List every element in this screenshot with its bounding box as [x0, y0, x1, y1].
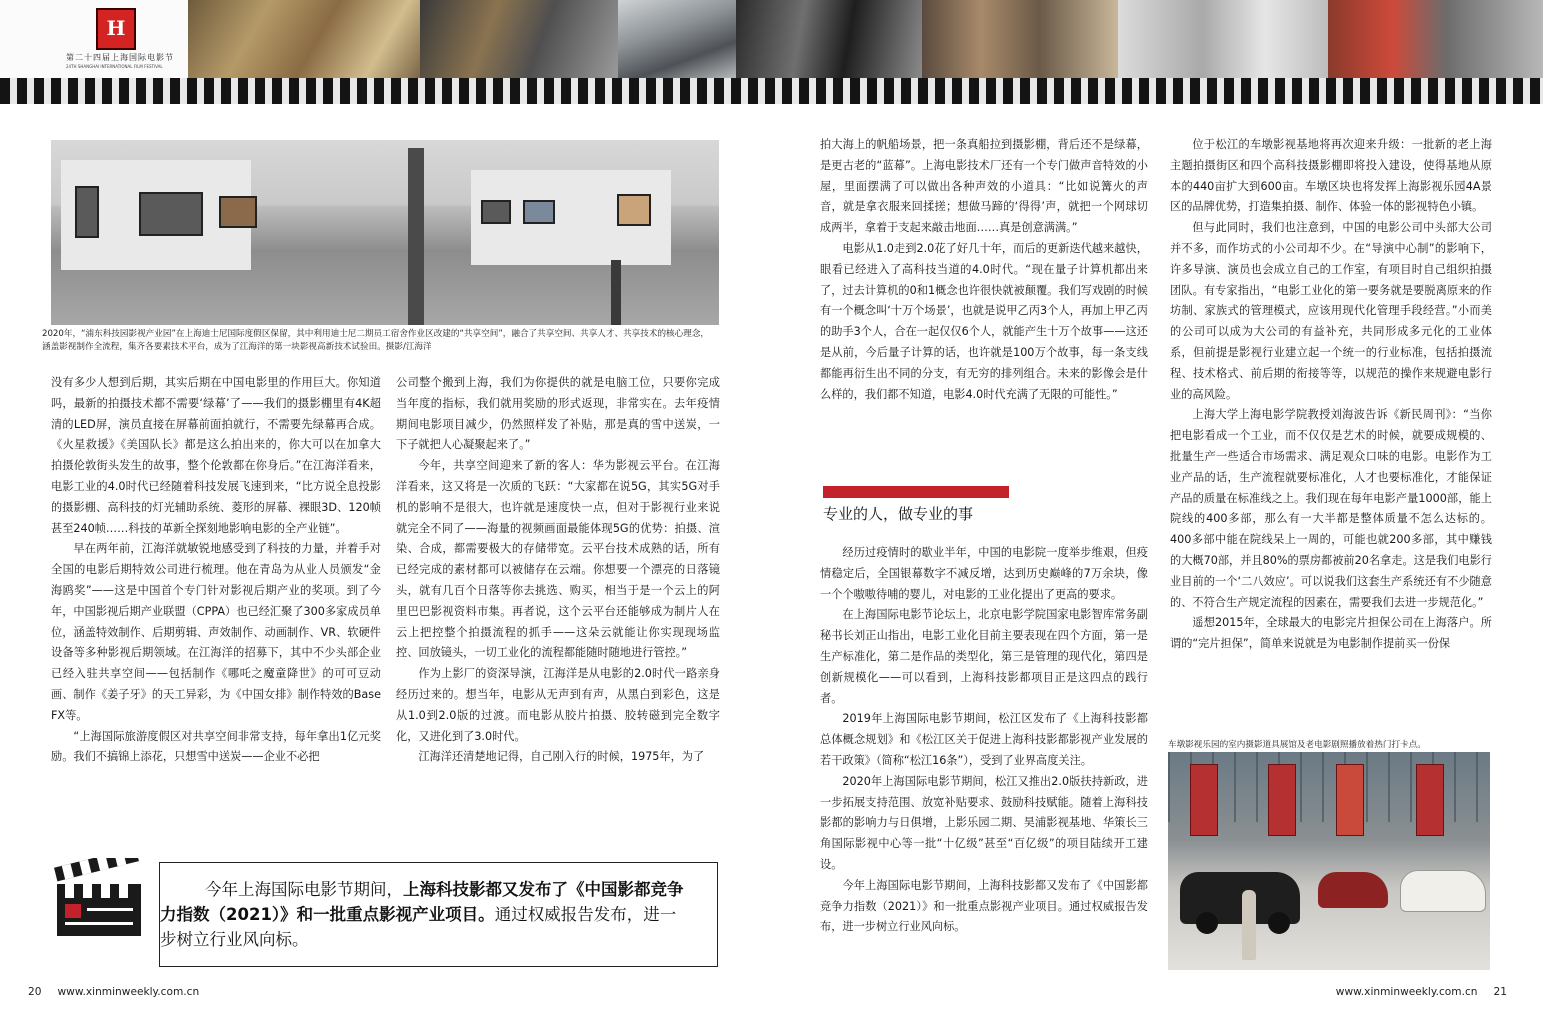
footer-left	[28, 986, 199, 999]
paragraph: 2020年上海国际电影节期间，松江又推出2.0版扶持新政，进一步拓展支持范围、放宽补贴要求、鼓励科技赋能。随着上海科技影都的影响力与日俱增，上影乐园二期、昊浦影视基地、华策长三角国际影视中心等一批“十亿级”甚至“百亿级”的项目陆续开工建设。	[820, 774, 1148, 871]
paragraph: 早在两年前，江海洋就敏锐地感受到了科技的力量，并着手对全国的电影后期特效公司进行梳理。他在青岛为从业人员颁发“金海鸥奖”——这是中国首个专门针对影视后期产业的奖项。到了今年，中国影视后期产业联盟（CPPA）也已经汇聚了300多家成员单位，涵盖特效制作、后期剪辑、声效制作、动画制作、VR、软硬件设备等多种影视后期领域。在江海洋的招募下，其中不少头部企业已经入驻共享空间——包括制作《哪吒之魔童降世》的可可豆动画、制作《姜子牙》的天工异彩，为《中国女排》制作特效的Base FX等。	[51, 542, 381, 722]
right-photo-caption: 车墩影视乐园的室内摄影道具展馆及老电影剧照播放着热门打卡点。	[1168, 740, 1426, 750]
visitor-figure	[1242, 890, 1256, 960]
text-column-3-section	[820, 543, 1148, 973]
exhibit-banner	[1336, 764, 1364, 836]
text-column-1	[51, 373, 381, 808]
pull-quote-tail: 通过权威报告发布，进一步树立行业风向标。	[160, 905, 677, 949]
festival-logo-frame	[0, 0, 188, 78]
film-frames	[0, 0, 1543, 78]
paragraph: 在上海国际电影节论坛上，北京电影学院国家电影智库常务副秘书长刘正山指出，电影工业化目前主要表现在四个方面，第一是生产标准化，第二是作品的类型化，第三是管理的现代化，第四是创新规模化——可以看到，上海科技影都项目正是这四点的践行者。	[820, 608, 1148, 705]
page-number-right: 21	[1493, 986, 1507, 998]
film-still-6	[1118, 0, 1328, 78]
paragraph: 今年上海国际电影节期间，上海科技影都又发布了《中国影都竞争力指数（2021）》和一批重点影视产业项目。通过权威报告发布，进一步树立行业风向标。	[820, 878, 1148, 934]
exhibit-banner	[1416, 764, 1444, 836]
paragraph: 遥想2015年，全球最大的电影完片担保公司在上海落户。所谓的“完片担保”，简单来说就是为电影制作提前买一份保	[1170, 616, 1492, 651]
film-still-3	[618, 0, 736, 78]
festival-name-cn: 第二十四届上海国际电影节	[66, 53, 174, 62]
framed-photo	[75, 186, 99, 238]
film-sprocket-holes	[0, 78, 1543, 104]
festival-logo-icon: H	[96, 8, 136, 50]
pull-quote-box	[159, 862, 718, 967]
car-wheel	[1268, 912, 1290, 934]
paragraph: 电影从1.0走到2.0花了好几十年，而后的更新迭代越来越快，眼看已经进入了高科技当道的4.0时代。“现在量子计算机都出来了，过去计算机的0和1概念也许很快就被颠覆。我们写戏剧的时候有一个概念叫‘十万个场景’，也就是说甲乙丙3个人，再加上甲乙丙的助手3个人，合在一起仅仅6个人，就能产生十万个故事——这还是从前，今后量子计算的话，也许就是100万个故事，每一条支线都能再衍生出不同的分支，有无穷的排列组合。未来的影像会是什么样的，我们都不知道，电影4.0时代充满了无限的可能性。”	[820, 241, 1148, 401]
exhibit-banner	[1190, 764, 1218, 836]
page-number-left: 20	[28, 986, 42, 998]
film-still-1	[188, 0, 420, 78]
section-accent-bar	[823, 486, 1009, 498]
pull-quote-emphasis: 上海科技影都又发布了《中国影都竞争力指数（2021）》和一批重点影视产业项目。	[160, 880, 684, 924]
text-column-2	[396, 373, 720, 808]
support-column	[408, 148, 424, 325]
vintage-car-exhibit-photo	[1168, 752, 1490, 970]
paragraph: 公司整个搬到上海，我们为你提供的就是电脑工位，只要你完成当年度的指标，我们就用奖励的形式返现，非常实在。去年疫情期间电影项目减少，仍然照样发了补贴，那是真的雪中送炭，一下子就把人心凝聚起来了。”	[396, 376, 720, 452]
framed-photo	[139, 192, 203, 236]
framed-photo	[617, 194, 651, 226]
exhibition-hall-photo	[51, 140, 719, 325]
paragraph: “上海国际旅游度假区对共享空间非常支持，每年拿出1亿元奖励。我们不搞锦上添花，只想雪中送炭——企业不必把	[51, 729, 381, 764]
paragraph: 拍大海上的帆船场景，把一条真船拉到摄影棚，背后还不是绿幕，是更古老的“蓝幕”。上海电影技术厂还有一个专门做声音特效的小屋，里面摆满了可以做出各种声效的小道具：“比如说篝火的声音，就是拿衣服来回揉搓；想做马蹄的‘得得’声，就把一个网球切成两半，拿着于支起来敲击地面……真是创意满满。”	[820, 138, 1148, 235]
film-still-2	[420, 0, 618, 78]
top-photo-caption: 2020年，“浦东科技园影视产业园”在上海迪士尼国际度假区保留，其中利用迪士尼二期员工宿舍作业区改建的“共享空间”，融合了共享空间、共享人才、共享技术的核心理念，涵盖影视制作全流程，集齐各要素技术平台，成为了江海洋的第一块影视高新技术试验田。摄影/江海洋	[42, 329, 710, 352]
vintage-car	[1400, 870, 1486, 912]
framed-photo	[219, 196, 257, 228]
text-column-3	[820, 135, 1148, 465]
film-still-5	[922, 0, 1118, 78]
section-heading: 专业的人，做专业的事	[823, 505, 974, 523]
site-url-link[interactable]: www.xinminweekly.com.cn	[57, 986, 200, 998]
paragraph: 没有多少人想到后期，其实后期在中国电影里的作用巨大。你知道吗，最新的拍摄技术都不需要‘绿幕’了——我们的摄影棚里有4K超清的LED屏，演员直接在屏幕前面拍就行，不需要先绿幕再合成。《火星救援》《美国队长》都是这么拍出来的，你大可以在加拿大拍摄伦敦街头发生的故事，整个伦敦都在你身后。”在江海洋看来，电影工业的4.0时代已经随着科技发展飞速到来，“比方说全息投影的摄影棚、高科技的灯光辅助系统、菱形的屏幕、裸眼3D、120帧甚至240帧……科技的革新全探刻地影响电影的全产业链”。	[51, 376, 381, 535]
film-still-7	[1328, 0, 1543, 78]
car-wheel	[1196, 912, 1218, 934]
festival-name-en: 24TH SHANGHAI INTERNATIONAL FILM FESTIVAL	[66, 64, 163, 69]
paragraph: 但与此同时，我们也注意到，中国的电影公司中头部大公司并不多，而作坊式的小公司却不少。在“导演中心制”的影响下，许多导演、演员也会成立自己的工作室，有项目时自己组织拍摄团队。有专家指出，“电影工业化的第一要务就是要脱离原来的作坊制、家族式的管理模式，应该用现代化管理手段经营。”小而美的公司可以成为大公司的有益补充，共同形成多元化的工业体系，但前提是影视行业建立起一个统一的行业标准，包括拍摄流程、技术格式、前后期的衔接等等，以规范的操作来规避电影行业的高风险。	[1170, 221, 1492, 401]
site-url-link[interactable]: www.xinminweekly.com.cn	[1335, 986, 1478, 998]
vintage-car	[1318, 872, 1388, 908]
pull-quote-text	[160, 877, 685, 952]
exhibit-banner	[1268, 764, 1296, 836]
film-strip-header	[0, 0, 1543, 104]
paragraph: 位于松江的车墩影视基地将再次迎来升级：一批新的老上海主题拍摄街区和四个高科技摄影棚即将投入建设，使得基地从原本的440亩扩大到600亩。车墩区块也将发挥上海影视乐园4A景区的品牌优势，打造集拍摄、制作、体验一体的影视特色小镇。	[1170, 138, 1492, 214]
pull-quote-lead: 今年上海国际电影节期间，	[205, 880, 403, 899]
film-still-4	[736, 0, 922, 78]
paragraph: 上海大学上海电影学院教授刘海波告诉《新民周刊》：“当你把电影看成一个工业，而不仅仅是艺术的时候，就要成规模的、批量生产一些适合市场需求、满足观众口味的电影。电影作为工业产品的话，生产流程就要标准化，人才也要标准化，才能保证产品的质量在标准线之上。我们现在每年电影产量1000部，能上院线的400多部，那么有一大半都是整体质量不怎么达标的。400多部中能在院线呆上一周的，可能也就200多部，其中赚钱的大概70部，并且80%的票房都被前20名拿走。这是我们电影行业目前的一个‘二八效应’。可以说我们这套生产系统还有不少随意的、不符合生产规定流程的因素在，需要我们去进一步规范化。”	[1170, 408, 1492, 609]
text-column-4	[1170, 135, 1492, 715]
paragraph: 今年，共享空间迎来了新的客人：华为影视云平台。在江海洋看来，这又将是一次质的飞跃：“大家都在说5G，其实5G对手机的影响不是很大，也许就是速度快一点，但对于影视行业来说就完全不同了——海量的视频画面最能体现5G的优势：拍摄、渲染、合成，都需要极大的存储带宽。云平台技术成熟的话，所有已经完成的素材都可以被储存在云端。你想要一个漂亮的日落镜头，就有几百个日落等你去挑选、购买，相当于是一个云上的阿里巴巴影视资料市集。再者说，这个云平台还能够成为制片人在云上把控整个拍摄流程的抓手——这朵云就能让你实现现场监控、回放镜头，一切工业化的流程都能随时随地进行管控。”	[396, 459, 720, 660]
clapperboard-icon	[51, 858, 143, 938]
paragraph: 江海洋还清楚地记得，自己刚入行的时候，1975年，为了	[418, 750, 705, 764]
framed-photo	[523, 200, 555, 224]
paragraph: 作为上影厂的资深导演，江海洋是从电影的2.0时代一路亲身经历过来的。想当年，电影从无声到有声，从黑白到彩色，这是从1.0到2.0版的过渡。而电影从胶片拍摄、胶转磁到完全数字化，又进化到了3.0时代。	[396, 667, 720, 743]
paragraph: 经历过疫情时的歇业半年，中国的电影院一度举步维艰，但疫情稳定后，全国银幕数字不减反增，达到历史巅峰的7万余块，像一个个嗷嗷待哺的婴儿，对电影的工业化提出了更高的要求。	[820, 546, 1148, 601]
support-column	[611, 260, 621, 325]
paragraph: 2019年上海国际电影节期间，松江区发布了《上海科技影都总体概念规划》和《松江区关于促进上海科技影都影视产业发展的若干政策》（简称“松江16条”），受到了业界高度关注。	[820, 712, 1148, 767]
footer-right	[1336, 986, 1507, 999]
framed-photo	[481, 200, 511, 224]
